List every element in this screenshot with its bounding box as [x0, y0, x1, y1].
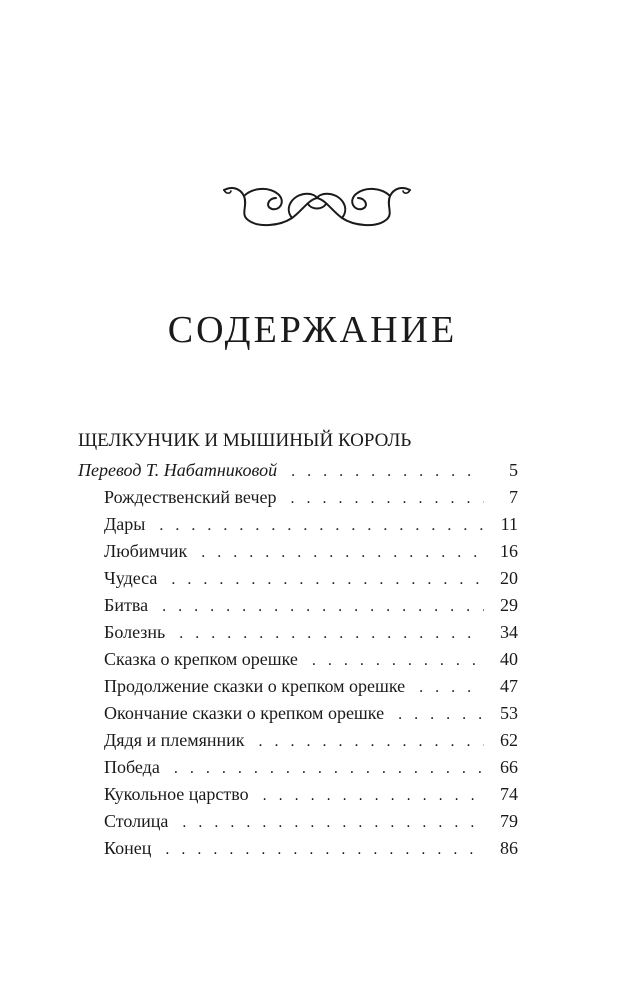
toc-entry [78, 646, 518, 673]
toc-entry-page: 53 [500, 703, 518, 723]
toc-entry [78, 835, 518, 862]
toc-entry-page: 11 [500, 514, 518, 534]
dot-leader [165, 836, 484, 863]
toc-entry-page: 7 [509, 487, 518, 507]
dot-leader [171, 566, 484, 593]
toc-entry-label: Рождественский вечер [104, 487, 277, 507]
dot-leader [291, 485, 485, 512]
dot-leader [419, 674, 484, 701]
toc-entry [78, 727, 518, 754]
toc-entry [78, 700, 518, 727]
dot-leader [159, 512, 484, 539]
dot-leader [179, 620, 484, 647]
toc-entry [78, 754, 518, 781]
dot-leader [312, 647, 484, 674]
toc-entry-label: Дядя и племянник [104, 730, 245, 750]
toc-entry-label: Битва [104, 595, 149, 615]
dot-leader [182, 809, 484, 836]
toc-entry-label: Перевод Т. Набатниковой [78, 460, 278, 480]
toc-entry-page: 40 [500, 649, 518, 669]
toc-entry-page: 16 [500, 541, 518, 561]
toc-entry-label: Любимчик [104, 541, 188, 561]
toc-entry-label: Столица [104, 811, 169, 831]
toc-entry [78, 781, 518, 808]
flourish-ornament-icon [222, 178, 412, 230]
page-title: СОДЕРЖАНИЕ [167, 309, 458, 351]
toc-entry-page: 5 [509, 460, 518, 480]
dot-leader [398, 701, 484, 728]
toc-entry-label: Окончание сказки о крепком орешке [104, 703, 385, 723]
table-of-contents [78, 425, 518, 862]
toc-entry-label: Продолжение сказки о крепком орешке [104, 676, 406, 696]
toc-entry-translator [78, 457, 518, 484]
dot-leader [259, 728, 484, 755]
toc-entry-page: 79 [500, 811, 518, 831]
toc-entry-page: 29 [500, 595, 518, 615]
toc-entry-label: Дары [104, 514, 146, 534]
toc-entry-page: 66 [500, 757, 518, 777]
toc-entry [78, 565, 518, 592]
toc-entry-page: 20 [500, 568, 518, 588]
toc-entry [78, 673, 518, 700]
toc-entry-label: Болезнь [104, 622, 166, 642]
toc-entry-page: 47 [500, 676, 518, 696]
dot-leader [291, 458, 484, 485]
toc-entry [78, 619, 518, 646]
toc-entry-page: 34 [500, 622, 518, 642]
book-title: ЩЕЛКУНЧИК И МЫШИНЫЙ КОРОЛЬ [78, 430, 412, 451]
toc-entry [78, 808, 518, 835]
toc-entry-page: 62 [500, 730, 518, 750]
toc-entry [78, 538, 518, 565]
toc-entry-page: 74 [500, 784, 518, 804]
dot-leader [162, 593, 484, 620]
toc-entry-label: Сказка о крепком орешке [104, 649, 298, 669]
dot-leader [201, 539, 484, 566]
toc-entry [78, 484, 518, 511]
toc-entry-label: Конец [104, 838, 152, 858]
toc-entry-label: Кукольное царство [104, 784, 249, 804]
toc-entry-label: Победа [104, 757, 160, 777]
dot-leader [263, 782, 484, 809]
toc-entry-page: 86 [500, 838, 518, 858]
toc-entry [78, 592, 518, 619]
toc-entry [78, 511, 518, 538]
dot-leader [174, 755, 484, 782]
toc-entry-label: Чудеса [104, 568, 158, 588]
